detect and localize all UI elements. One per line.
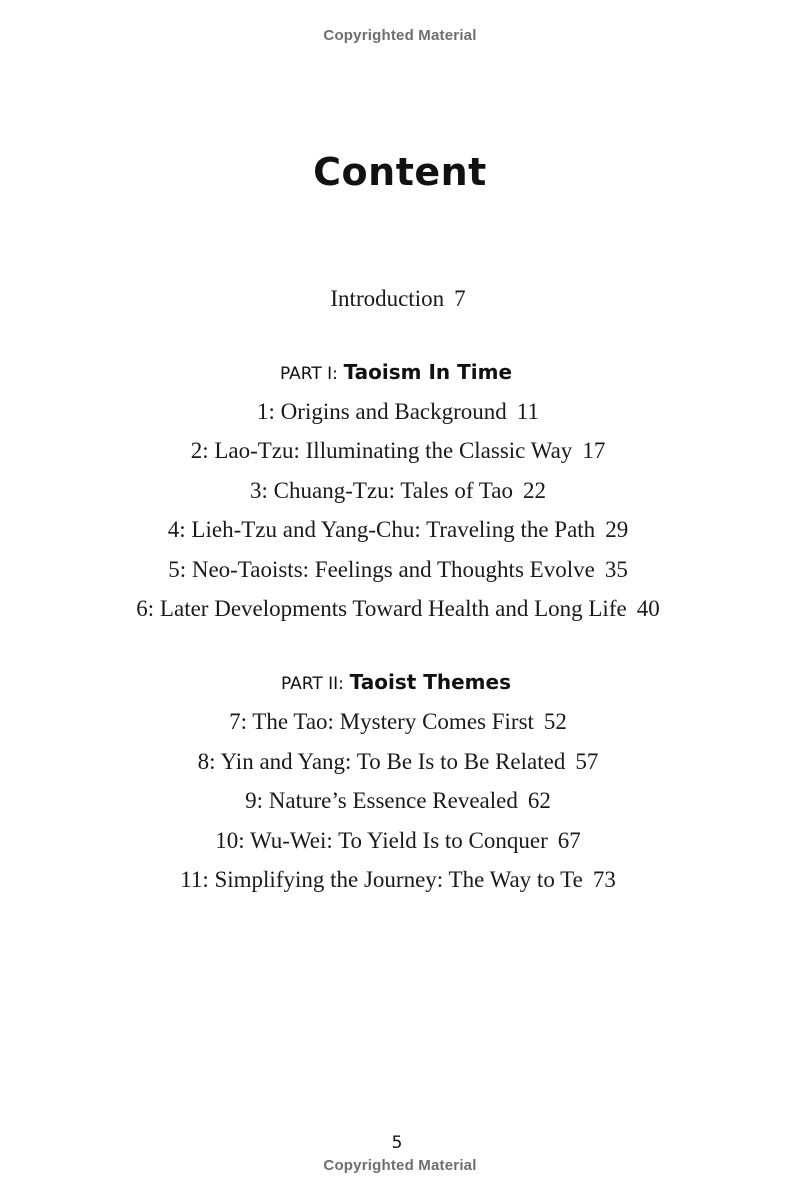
toc-entry-page: 7 <box>454 286 466 311</box>
toc-entry-label: 1: Origins and Background <box>257 399 507 424</box>
toc-entry-chapter-6 <box>0 595 796 623</box>
part-label: PART I: <box>279 364 338 384</box>
toc-entry-chapter-3 <box>0 477 796 505</box>
copyright-watermark-bottom: Copyrighted Material <box>323 1157 477 1174</box>
toc-entry-page: 17 <box>582 438 606 463</box>
toc-entry-label: 11: Simplifying the Journey: The Way to Te <box>180 867 583 892</box>
toc-entry-label: 8: Yin and Yang: To Be Is to Be Related <box>197 749 566 774</box>
toc-entry-page: 29 <box>605 517 629 542</box>
toc-entry-label: Introduction <box>330 286 445 311</box>
toc-entry-page: 35 <box>604 557 628 582</box>
toc-entry-page: 67 <box>557 828 581 853</box>
toc-entry-page: 57 <box>575 749 599 774</box>
toc-entry-label: 9: Nature’s Essence Revealed <box>245 788 518 813</box>
toc-entry-chapter-11 <box>0 866 796 894</box>
toc-entry-introduction <box>0 285 796 313</box>
part-title: Taoist Themes <box>349 670 511 694</box>
toc-entry-chapter-7 <box>0 708 796 736</box>
toc-entry-label: 7: The Tao: Mystery Comes First <box>229 709 534 734</box>
part-title: Taoism In Time <box>343 360 513 384</box>
toc-entry-label: 2: Lao-Tzu: Illuminating the Classic Way <box>190 438 573 463</box>
toc-entry-page: 22 <box>522 478 546 503</box>
copyright-watermark-top: Copyrighted Material <box>323 27 477 44</box>
toc-entry-chapter-2 <box>0 437 796 465</box>
toc-entry-label: 6: Later Developments Toward Health and Long Life <box>136 596 627 621</box>
toc-entry-page: 40 <box>636 596 660 621</box>
toc-entry-chapter-8 <box>0 748 796 776</box>
toc-entry-label: 5: Neo-Taoists: Feelings and Thoughts Evolve <box>168 557 595 582</box>
toc-entry-label: 3: Chuang-Tzu: Tales of Tao <box>250 478 513 503</box>
page-number: 5 <box>391 1133 403 1153</box>
toc-entry-page: 62 <box>527 788 551 813</box>
toc-entry-label: 4: Lieh-Tzu and Yang-Chu: Traveling the Path <box>167 517 596 542</box>
toc-entry-page: 52 <box>543 709 567 734</box>
toc-entry-chapter-1 <box>0 398 796 426</box>
toc-entry-chapter-4 <box>0 516 796 544</box>
toc-entry-page: 73 <box>592 867 616 892</box>
part-heading-1 <box>0 359 792 387</box>
toc-entry-label: 10: Wu-Wei: To Yield Is to Conquer <box>215 828 548 853</box>
toc-entry-chapter-9 <box>0 787 796 815</box>
toc-entry-chapter-5 <box>0 556 796 584</box>
part-heading-2 <box>0 669 792 697</box>
toc-entry-chapter-10 <box>0 827 796 855</box>
page-title: Content <box>313 150 487 194</box>
toc-entry-page: 11 <box>516 399 539 424</box>
part-label: PART II: <box>281 674 344 694</box>
